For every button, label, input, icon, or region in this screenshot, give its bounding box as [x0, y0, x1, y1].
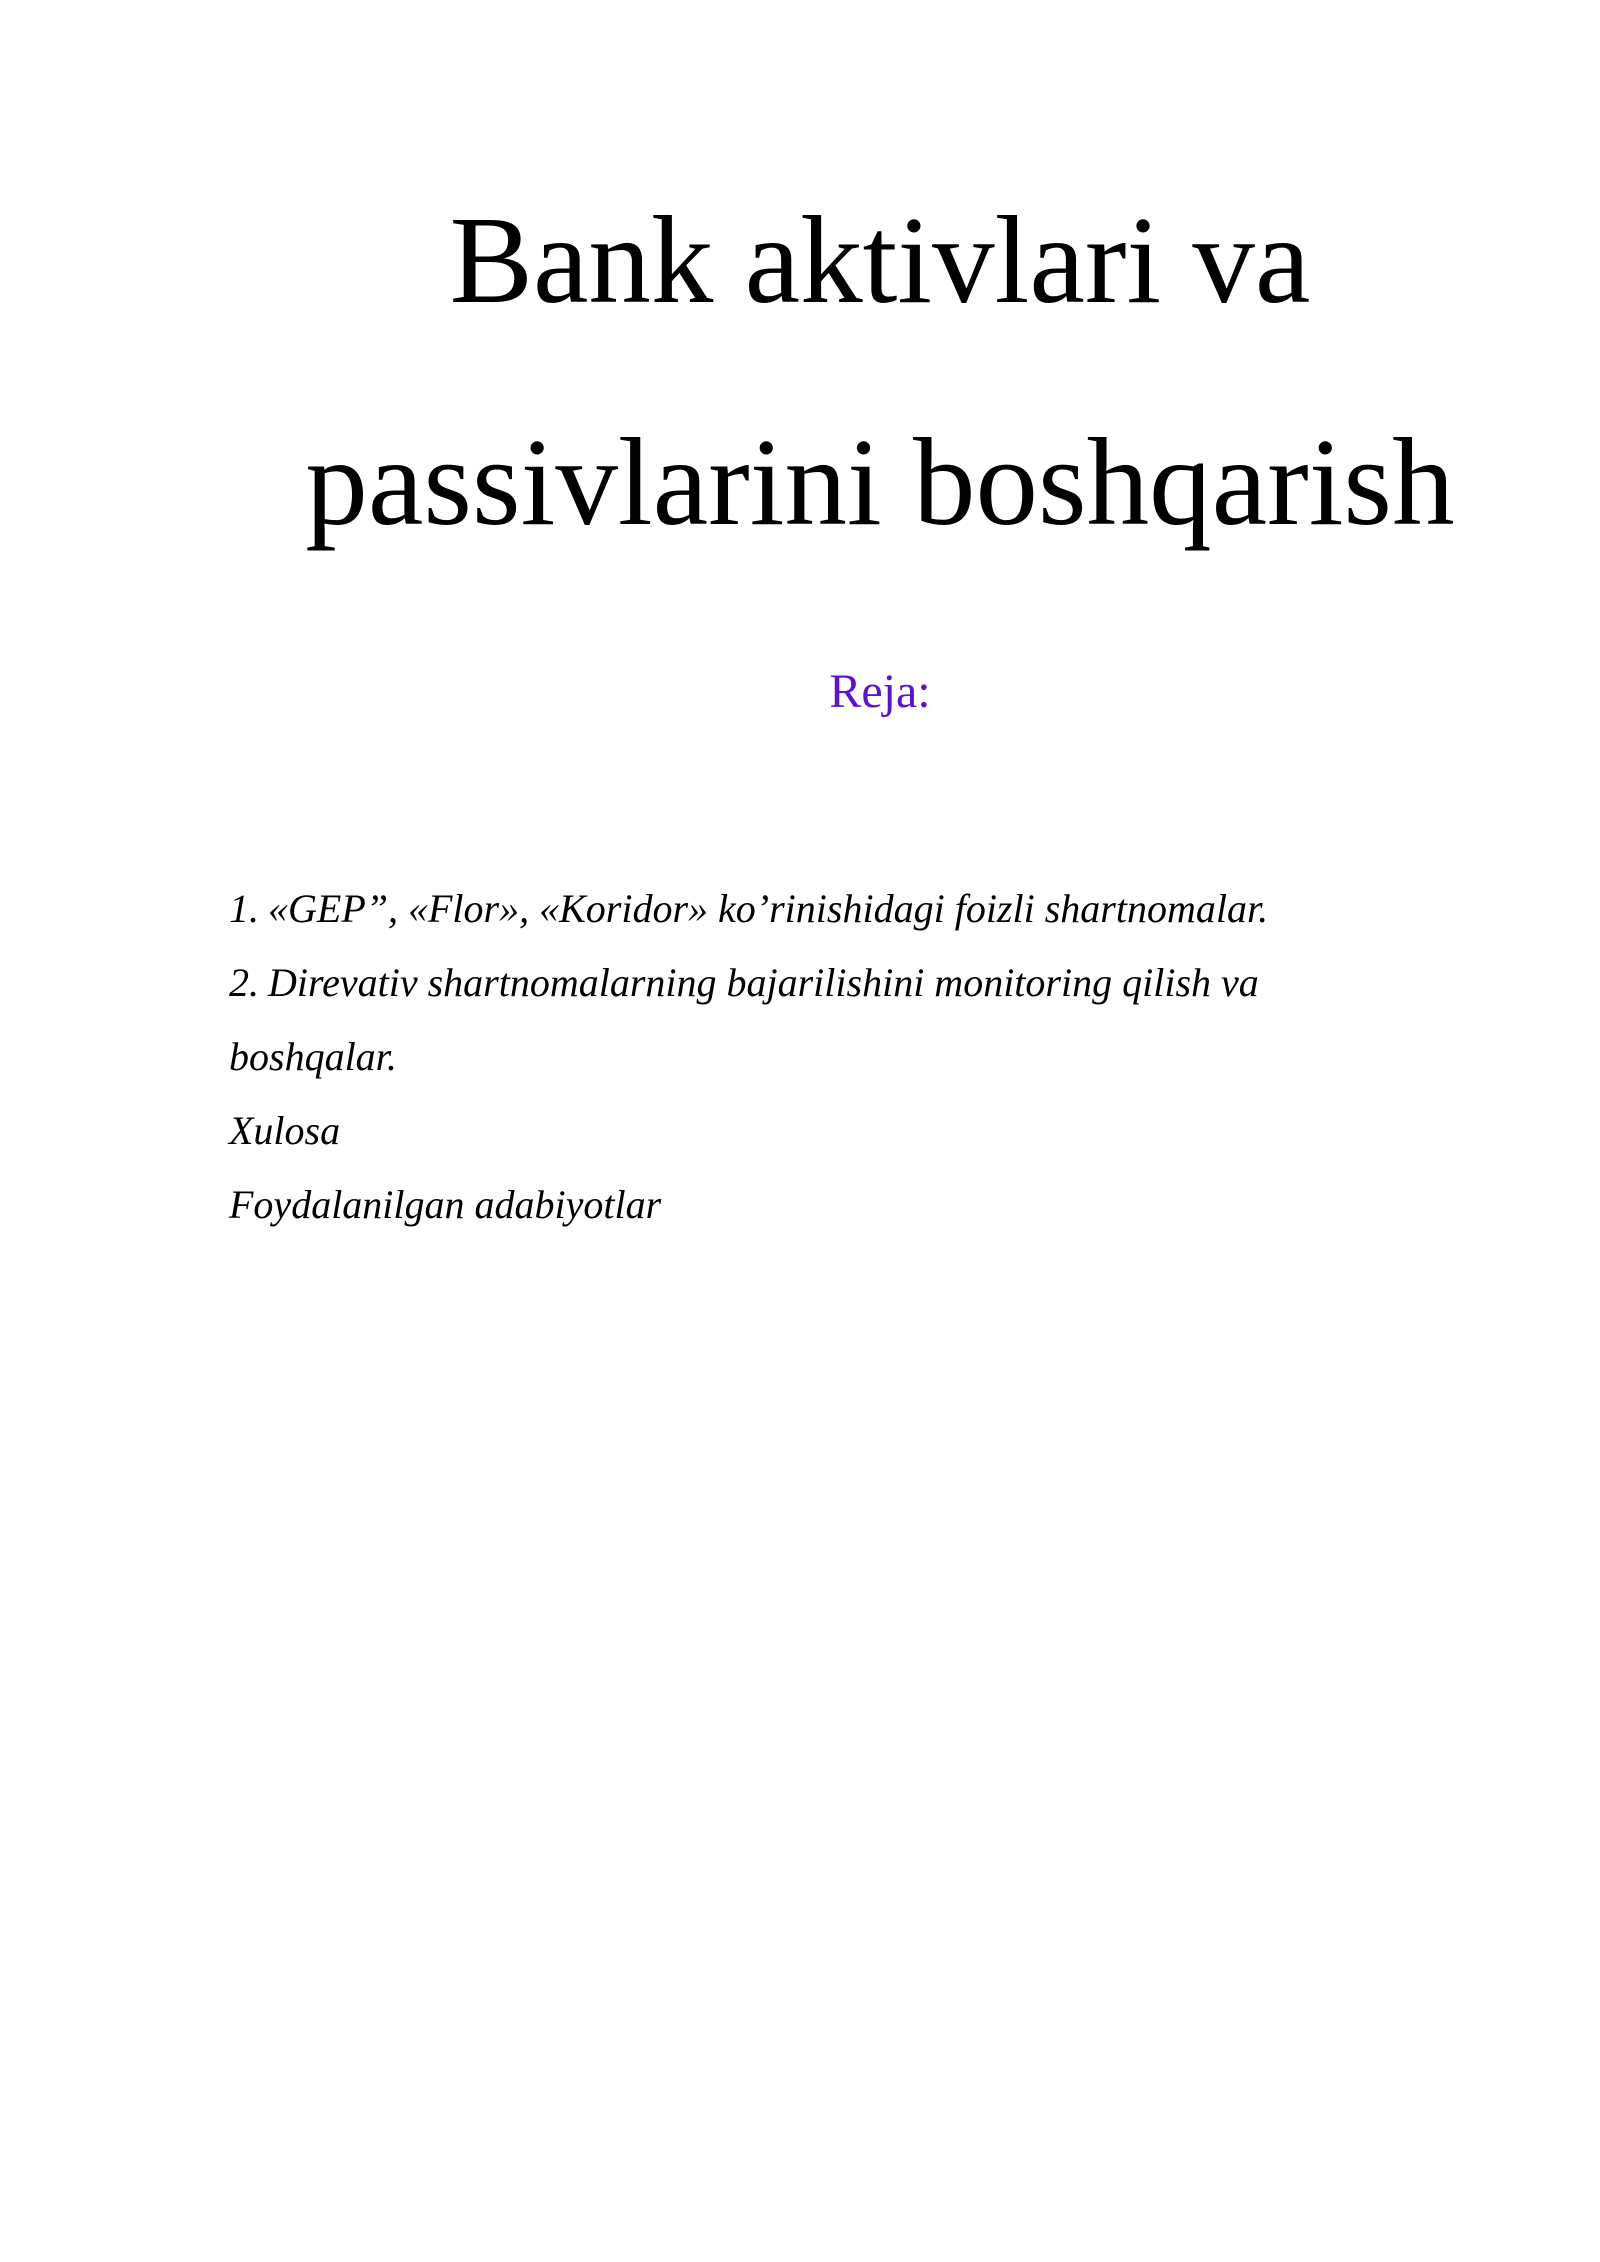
plan-list: [229, 872, 1379, 1242]
plan-item-2-text: Direvativ shartnomalarning bajarilishini monitoring qilish va: [268, 960, 1259, 1005]
plan-heading: Reja:: [829, 665, 931, 718]
title-line-2: passivlarini boshqarish: [305, 414, 1455, 552]
title-line-1: Bank aktivlari va: [449, 192, 1311, 330]
plan-item-1-number: 1.: [229, 886, 259, 931]
document-title: [230, 150, 1530, 594]
plan-item-conclusion: Xulosa: [229, 1108, 341, 1153]
plan-item-2: [229, 946, 1379, 1020]
plan-item-1: [229, 872, 1379, 946]
plan-item-references: Foydalanilgan adabiyotlar: [229, 1182, 662, 1227]
plan-item-2-number: 2.: [229, 960, 259, 1005]
plan-item-1-text: «GEP”, «Flor», «Koridor» ko’rinishidagi foizli shartnomalar.: [268, 886, 1269, 931]
plan-item-2-continuation: boshqalar.: [229, 1034, 397, 1079]
